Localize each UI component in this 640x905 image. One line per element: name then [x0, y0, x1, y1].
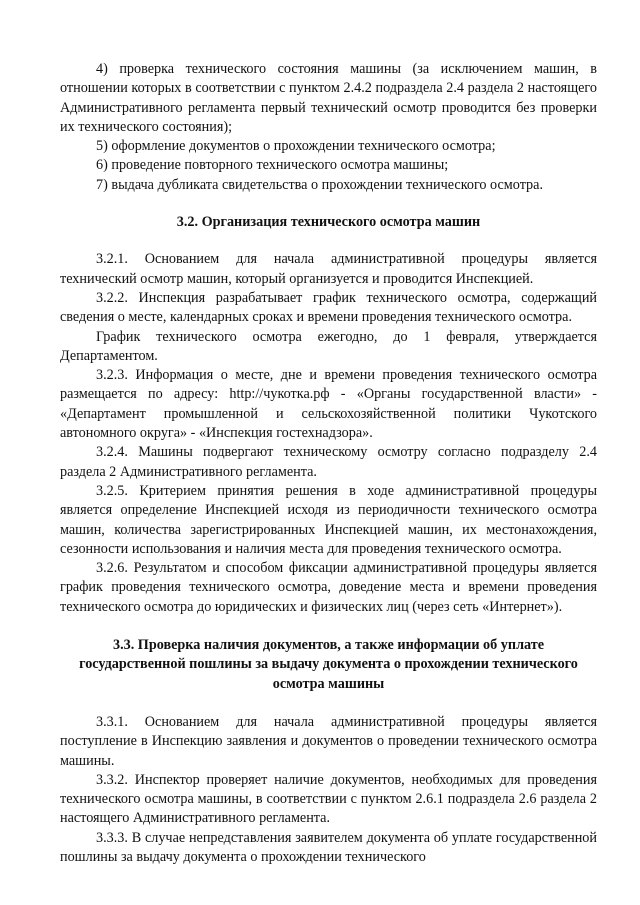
list-item-5: 5) оформление документов о прохождении технического осмотра; — [96, 138, 496, 155]
paragraph-3-3-2: 3.3.2. Инспектор проверяет наличие документов, необходимых для проведения технического осмотра машины, в соответствии с пунктом 2.6.1 подраздела 2.6 раздела 2 настоящего Административного регламента. — [60, 771, 597, 827]
paragraph-3-2-5: 3.2.5. Критерием принятия решения в ходе административной процедуры является определение Инспекцией исходя из периодичности технического осмотра машин, количества зарегистрированных Инспекцией машин, их местонахождения, сезонности использования и наличия места для проведения технического осмотра. — [60, 482, 597, 557]
paragraph-schedule-approval: График технического осмотра ежегодно, до 1 февраля, утверждается Департаментом. — [60, 328, 597, 364]
section-heading-3-3: 3.3. Проверка наличия документов, а также информации об уплате государственной пошлины за выдачу документа о прохождении технического осмотра машины — [79, 637, 578, 692]
list-item-4: 4) проверка технического состояния машины (за исключением машин, в отношении которых в соответствии с пунктом 2.4.2 подраздела 2.4 раздела 2 настоящего Административного регламента первый технический осмотр проводится без проверки их технического состояния); — [60, 61, 597, 135]
paragraph-3-2-2: 3.2.2. Инспекция разрабатывает график технического осмотра, содержащий сведения о месте, календарных сроках и времени проведения технического осмотра. — [60, 289, 597, 326]
list-item-6: 6) проведение повторного технического осмотра машины; — [96, 157, 449, 174]
paragraph-3-3-3: 3.3.3. В случае непредставления заявителем документа об уплате государственной пошлины за выдачу документа о прохождении технического — [60, 829, 597, 865]
paragraph-3-2-4: 3.2.4. Машины подвергают техническому осмотру согласно подразделу 2.4 раздела 2 Административного регламента. — [60, 444, 597, 480]
list-item-7: 7) выдача дубликата свидетельства о прохождении технического осмотра. — [96, 176, 544, 193]
paragraph-3-2-1: 3.2.1. Основанием для начала административной процедуры является технический осмотр машин, который организуется и проводится Инспекцией. — [60, 251, 597, 287]
paragraph-3-3-1: 3.3.1. Основанием для начала административной процедуры является поступление в Инспекцию заявления и документов о проведении технического осмотра машины. — [60, 713, 597, 769]
document-page — [60, 60, 597, 867]
paragraph-3-2-6: 3.2.6. Результатом и способом фиксации административной процедуры является график проведения технического осмотра, доведение места и времени проведения технического осмотра до юридических и физических лиц (через сеть «Интернет»). — [60, 560, 597, 615]
paragraph-3-2-3: 3.2.3. Информация о месте, дне и времени проведения технического осмотра размещается по адресу: http://чукотка.рф - «Органы государственной власти» - «Департамент промышленной и сельскохозяйственной политики Чукотского автономного округа» - «Инспекция гостехнадзора». — [60, 367, 597, 442]
section-heading-3-2: 3.2. Организация технического осмотра машин — [176, 214, 481, 231]
